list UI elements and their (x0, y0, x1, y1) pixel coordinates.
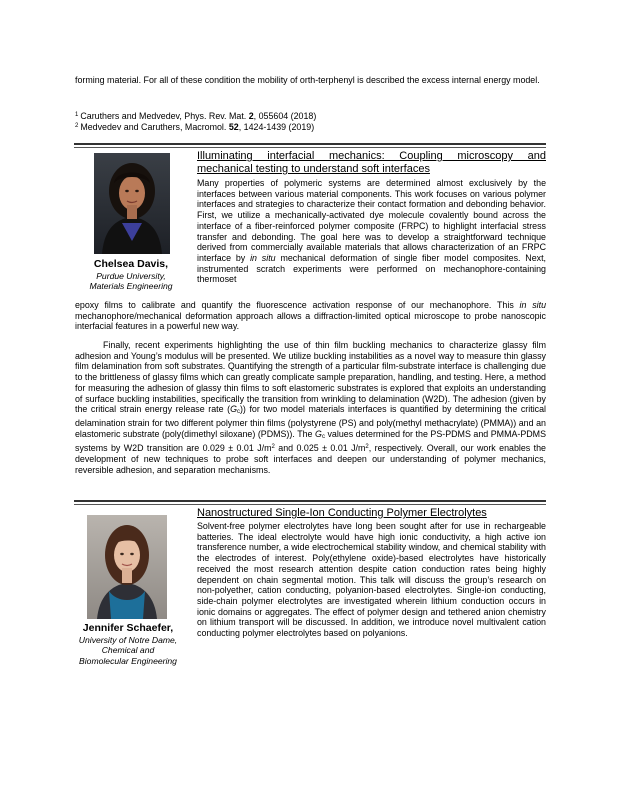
speaker-name: Jennifer Schaefer, (82, 622, 174, 634)
reference-list (75, 110, 545, 133)
abstract-paragraph-2: Finally, recent experiments highlighting the use of thin film buckling mechanics to characterize glassy film adhesion and Young’s modulus will be presented. We utilize buckling instabilities as a novel way to measure thin glassy film delamination from soft substrates. Quantifying the strength of a particular film-substrate interface is challenging due to the brittleness of glassy films which can greatly complicate sample preparation, handling, and testing. Here, a method for measuring the adhesion of glassy thin films to soft elastomeric substrates is explored that exploits an understanding of surface buckling instabilities, specifically the transition from wrinkling to delamination (W2D). The adhesion (given by the critical strain energy release rate $(G_c)$) for two model materials interfaces is quantified by determining the critical delamination strain for two different polymer thin films (polystyrene (PS) and poly(methyl methacrylate) (PMMA)) and an elastomeric substrate (poly(dimethyl siloxane) (PDMS)). The $G_c$ values determined for the PS-PDMS and PMMA-PDMS systems by W2D transition are 0.029 ± 0.01 $J/m^2$ and 0.025 ± 0.01 $J/m^2$, respectively. Overall, our work enables the development of new techniques to probe soft interfaces and deepen our understanding of polymer mechanics, reversible adhesion, and separation mechanisms. (75, 340, 547, 475)
speaker-affiliation: University of Notre Dame, Chemical and Biomolecular Engineering (78, 635, 178, 666)
speaker-photo-chelsea-davis (94, 153, 170, 254)
talk-title: Illuminating interfacial mechanics: Coupling microscopy and mechanical testing to understand soft interfaces (197, 150, 546, 175)
section-divider (74, 143, 546, 145)
section-divider-thin (74, 147, 546, 148)
section-divider-thin (74, 504, 546, 505)
speaker-photo-jennifer-schaefer (87, 515, 167, 619)
reference-1: $^1$ Caruthers and Medvedev, Phys. Rev. Mat. 2, 055604 (2018) (75, 111, 317, 121)
speaker-name: Chelsea Davis, (93, 258, 169, 270)
section-divider (74, 500, 546, 502)
abstract-paragraph-1a: Many properties of polymeric systems are determined almost exclusively by the interfaces between various material components. This work focuses on various polymer interfaces and strategies to characterize their contact formation and debonding behavior. First, we utilize a mechanically-activated dye molecule covalently bound across the interface of a fiber-reinforced polymer composite (FRPC) to highlight interfacial stress transfer and debonding. The goal here was to develop a straightforward technique derived from commercially available materials that allows characterization of an FRPC interface by in situ mechanical deformation of single fiber model composites. Next, instrumented scratch experiments were performed on mechanophore-containing thermoset (197, 178, 547, 285)
intro-paragraph: forming material. For all of these condition the mobility of orth-terphenyl is described the excess internal energy model. (75, 75, 540, 85)
speaker-affiliation: Purdue University, Materials Engineering (89, 271, 173, 292)
reference-2: $^2$ Medvedev and Caruthers, Macromol. 52, 1424-1439 (2019) (75, 122, 315, 133)
abstract-paragraph: Solvent-free polymer electrolytes have long been sought after for use in rechargeable batteries. The ideal electrolyte would have high ionic conductivity, a high active ion transference number, a wide electrochemical stability window, and chemical stability with the electrodes of interest. Poly(ethylene oxide)-based electrolytes have historically received the most research attention despite cation conduction rates being highly dependent on chain segmental motion. This talk will discuss the group’s research on non-polyether, cation conducting, polyanion-based electrolytes. Single-ion conducting, side-chain polymer electrolytes are investigated wherein lithium conduction occurs in ionic domains or aggregates. The effect of polymer design and tethered anion chemistry on lithium transport will be discussed. In addition, we introduce novel multivalent cation conducting polymer electrolytes based on polyanions. (197, 521, 546, 639)
talk-title: Nanostructured Single-Ion Conducting Polymer Electrolytes (197, 507, 487, 519)
abstract-paragraph-1b: epoxy films to calibrate and quantify the fluorescence activation response of our mechanophore. This in situ mechanophore/mechanical deformation approach allows a diffraction-limited optical microscope to probe nanoscopic interfacial features in a powerful new way. (75, 300, 547, 332)
